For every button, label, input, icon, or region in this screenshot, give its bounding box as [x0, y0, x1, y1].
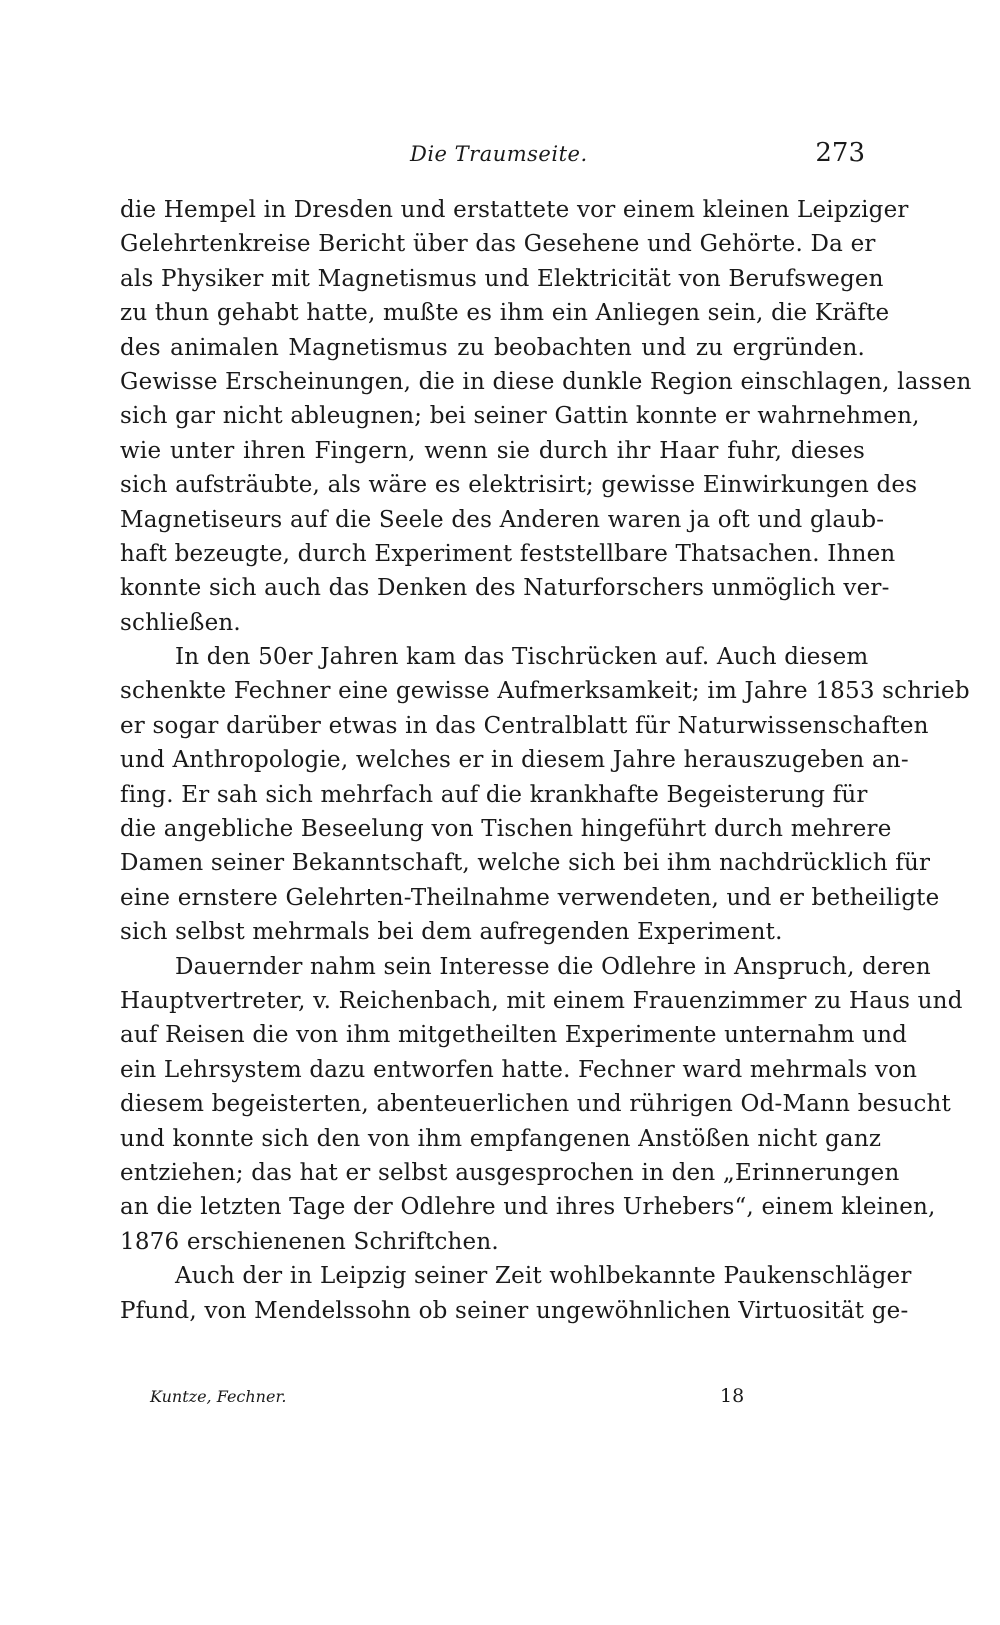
text-line: schenkte Fechner eine gewisse Aufmerksamkeit; im Jahre 1853 schrieb: [120, 678, 970, 705]
text-line: die Hempel in Dresden und erstattete vor einem kleinen Leipziger: [120, 197, 909, 223]
text-line: die angebliche Beseelung von Tischen hingeführt durch mehrere: [120, 816, 892, 843]
text-line: sich aufsträubte, als wäre es elektrisirt; gewisse Einwirkungen des: [120, 472, 918, 499]
text-line: sich gar nicht ableugnen; bei seiner Gattin konnte er wahrnehmen,: [120, 403, 920, 430]
text-line: Hauptvertreter, v. Reichenbach, mit einem Frauenzimmer zu Haus und: [120, 987, 963, 1014]
printer-signature: Kuntze, Fechner.: [150, 1387, 287, 1406]
sheet-number: 18: [720, 1385, 745, 1407]
text-line: Gewisse Erscheinungen, die in diese dunkle Region einschlagen, lassen: [120, 368, 972, 395]
text-line: Gelehrtenkreise Bericht über das Gesehene und Gehörte. Da er: [120, 231, 876, 258]
running-title: Die Traumseite.: [410, 142, 588, 166]
text-line: des animalen Magnetismus zu beobachten und zu ergründen.: [120, 334, 865, 361]
text-line: Pfund, von Mendelssohn ob seiner ungewöhnlichen Virtuosität ge-: [120, 1297, 909, 1324]
text-line: auf Reisen die von ihm mitgetheilten Experimente unternahm und: [120, 1022, 908, 1049]
text-line: und Anthropologie, welches er in diesem Jahre herauszugeben an-: [120, 747, 909, 774]
paragraph-start-line: Dauernder nahm sein Interesse die Odlehre in Anspruch, deren: [175, 953, 931, 980]
text-line: Magnetiseurs auf die Seele des Anderen waren ja oft und glaub-: [120, 506, 885, 533]
page-footer: [150, 1387, 770, 1415]
text-line: als Physiker mit Magnetismus und Elektricität von Berufswegen: [120, 265, 884, 292]
text-line: fing. Er sah sich mehrfach auf die krankhafte Begeisterung für: [120, 781, 868, 808]
text-line: an die letzten Tage der Odlehre und ihres Urhebers“, einem kleinen,: [120, 1194, 936, 1221]
text-line: 1876 erschienenen Schriftchen.: [120, 1228, 499, 1255]
body-text: [120, 193, 972, 1328]
text-line: schließen.: [120, 609, 241, 636]
text-line: er sogar darüber etwas in das Centralblatt für Naturwissenschaften: [120, 712, 929, 739]
text-line: entziehen; das hat er selbst ausgesprochen in den „Erinnerungen: [120, 1159, 900, 1186]
paragraph-start-line: Auch der in Leipzig seiner Zeit wohlbekannte Paukenschläger: [175, 1263, 912, 1290]
paragraph-start-line: In den 50er Jahren kam das Tischrücken auf. Auch diesem: [175, 644, 869, 671]
text-line: haft bezeugte, durch Experiment feststellbare Thatsachen. Ihnen: [120, 540, 896, 567]
page-number: 273: [815, 138, 865, 168]
text-line: diesem begeisterten, abenteuerlichen und rührigen Od-Mann besucht: [120, 1091, 951, 1118]
text-line: konnte sich auch das Denken des Naturforschers unmöglich ver-: [120, 575, 890, 602]
text-line: sich selbst mehrmals bei dem aufregenden Experiment.: [120, 919, 783, 946]
text-line: ein Lehrsystem dazu entworfen hatte. Fechner ward mehrmals von: [120, 1056, 918, 1083]
text-line: Damen seiner Bekanntschaft, welche sich bei ihm nachdrücklich für: [120, 850, 931, 877]
text-line: und konnte sich den von ihm empfangenen Anstößen nicht ganz: [120, 1125, 882, 1152]
running-head: [120, 138, 865, 174]
text-line: eine ernstere Gelehrten-Theilnahme verwendeten, und er betheiligte: [120, 884, 940, 911]
text-line: zu thun gehabt hatte, mußte es ihm ein Anliegen sein, die Kräfte: [120, 300, 890, 327]
text-line: wie unter ihren Fingern, wenn sie durch ihr Haar fuhr, dieses: [120, 437, 865, 464]
